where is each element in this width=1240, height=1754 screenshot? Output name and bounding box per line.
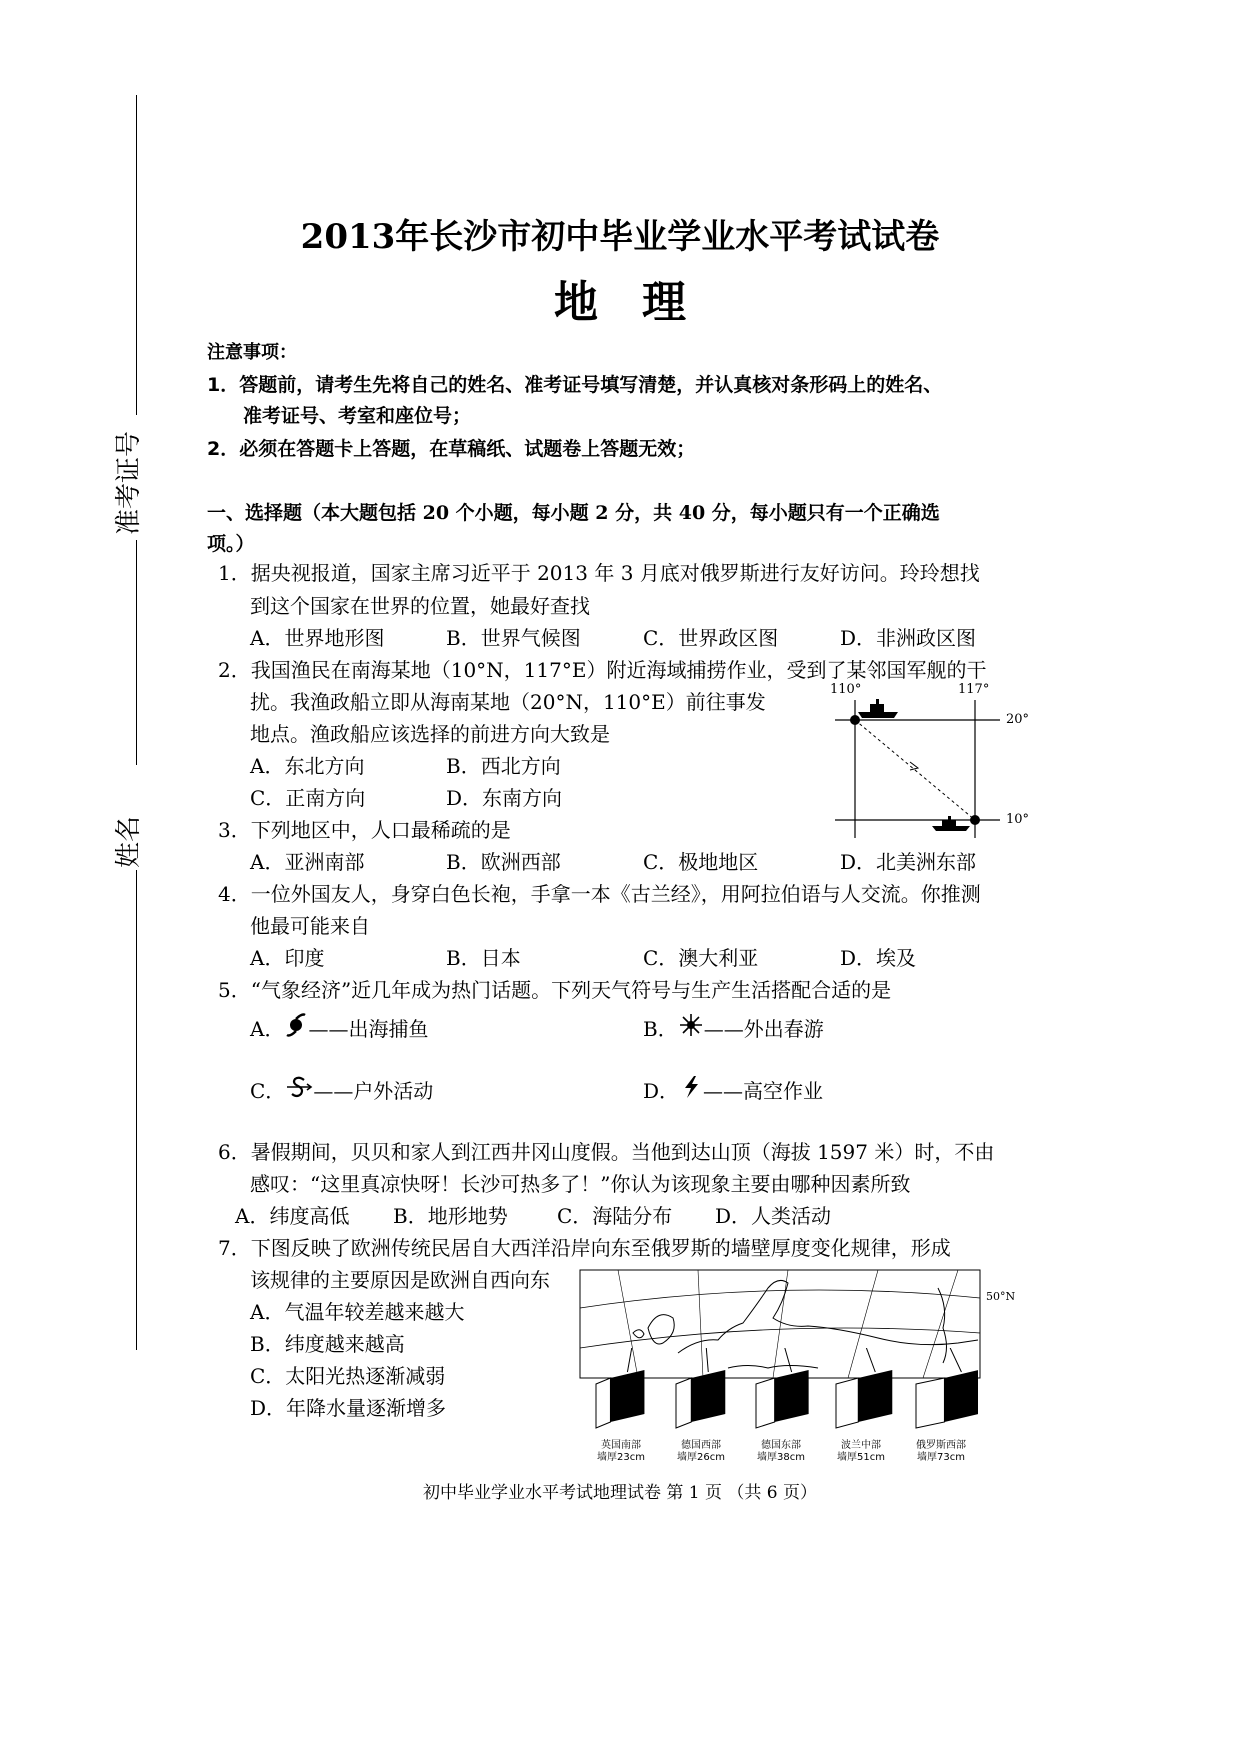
wall-block-0 — [610, 1370, 644, 1422]
wall-block-1 — [691, 1370, 725, 1422]
wall-region-2: 德国东部 — [761, 1440, 801, 1451]
q4-option-d: D．埃及 — [840, 946, 917, 970]
wall-region-4: 俄罗斯西部 — [916, 1440, 966, 1451]
page-footer: 初中毕业学业水平考试地理试卷 第 1 页 （共 6 页） — [422, 1483, 818, 1503]
wall-label-2 — [748, 1440, 814, 1464]
q6-option-c: C．海陆分布 — [557, 1204, 673, 1228]
q4-option-a: A．印度 — [250, 946, 325, 970]
q1-option-a: A．世界地形图 — [250, 626, 385, 650]
q5-option-a — [250, 1012, 428, 1042]
section-heading-line-2: 项。） — [207, 533, 255, 555]
wall-label-0 — [588, 1440, 654, 1464]
q3-option-d: D．北美洲东部 — [840, 850, 977, 874]
q7-line-2: 该规律的主要原因是欧洲自西向东 — [250, 1268, 550, 1292]
wall-leader-4 — [923, 1348, 961, 1372]
q2-option-c: C．正南方向 — [250, 786, 366, 810]
q5-option-c-text: ——户外活动 — [313, 1079, 434, 1103]
wall-label-4 — [908, 1440, 974, 1464]
wall-region-3: 波兰中部 — [841, 1440, 881, 1451]
q1-option-d: D．非洲政区图 — [840, 626, 977, 650]
q3-option-c: C．极地地区 — [643, 850, 759, 874]
wall-region-1: 德国西部 — [681, 1440, 721, 1451]
map-lon-117: 117° — [958, 682, 990, 697]
thunder-icon — [679, 1074, 703, 1100]
notice-item-2: 2．必须在答题卡上答题，在草稿纸、试题卷上答题无效； — [207, 438, 696, 460]
wall-thickness-4: 墙厚73cm — [917, 1452, 965, 1463]
subject-title: 地 理 — [554, 277, 686, 328]
binding-line-mid — [136, 540, 137, 765]
q4-option-c: C．澳大利亚 — [643, 946, 759, 970]
q3-option-a: A．亚洲南部 — [250, 850, 365, 874]
q6-option-a: A．纬度高低 — [235, 1204, 350, 1228]
wall-leader-0 — [627, 1348, 638, 1372]
q7-europe-map — [578, 1268, 1016, 1468]
q4-option-b: B．日本 — [446, 946, 521, 970]
map-lat-10: 10° — [1006, 812, 1030, 827]
notice-item-1-line-1: 1．答题前，请考生先将自己的姓名、准考证号填写清楚，并认真核对条形码上的姓名、 — [207, 374, 943, 396]
q4-line-1: 4．一位外国友人，身穿白色长袍，手拿一本《古兰经》，用阿拉伯语与人交流。你推测 — [218, 882, 981, 906]
map-lon-110: 110° — [830, 682, 862, 697]
wall-side-1 — [676, 1378, 691, 1428]
q5-option-b-text: ——外出春游 — [703, 1017, 824, 1041]
exam-id-label: 准考证号 — [114, 430, 144, 535]
wall-side-2 — [756, 1378, 775, 1428]
q7-option-d: D．年降水量逐渐增多 — [250, 1396, 447, 1420]
wall-side-3 — [836, 1378, 858, 1428]
q1-option-c: C．世界政区图 — [643, 626, 779, 650]
q2-line-2: 扰。我渔政船立即从海南某地（20°N，110°E）前往事发 — [250, 690, 766, 714]
wall-thickness-0: 墙厚23cm — [597, 1452, 645, 1463]
wall-thickness-1: 墙厚26cm — [677, 1452, 725, 1463]
sandstorm-icon — [678, 1012, 704, 1038]
wall-thickness-2: 墙厚38cm — [757, 1452, 805, 1463]
notice-item-1-line-2: 准考证号、考室和座位号； — [243, 405, 472, 427]
q2-option-b: B．西北方向 — [446, 754, 561, 778]
wall-label-1 — [668, 1440, 734, 1464]
q2-option-a: A．东北方向 — [250, 754, 365, 778]
section-heading-line-1: 一、选择题（本大题包括 20 个小题，每小题 2 分，共 40 分，每小题只有一个正确选 — [207, 502, 940, 524]
wall-region-0: 英国南部 — [601, 1440, 641, 1451]
wall-label-3 — [828, 1440, 894, 1464]
q4-line-2: 他最可能来自 — [250, 914, 370, 938]
patrol-ship-icon — [858, 699, 898, 718]
map-lat-50n: 50°N — [986, 1290, 1016, 1303]
q7-line-1: 7．下图反映了欧洲传统民居自大西洋沿岸向东至俄罗斯的墙壁厚度变化规律，形成 — [218, 1236, 951, 1260]
q1-line-1: 1．据央视报道，国家主席习近平于 2013 年 3 月底对俄罗斯进行友好访问。玲玲想找 — [218, 561, 980, 585]
warship-icon — [932, 816, 970, 831]
wall-leader-1 — [703, 1348, 708, 1372]
exam-title: 2013年长沙市初中毕业学业水平考试试卷 — [300, 217, 940, 257]
q5-option-b — [643, 1012, 824, 1042]
wall-chart — [578, 1348, 978, 1438]
q7-option-a: A．气温年较差越来越大 — [250, 1300, 465, 1324]
q5-option-a-text: ——出海捕鱼 — [308, 1017, 429, 1041]
q5-option-a-letter: A． — [250, 1017, 285, 1041]
q6-line-2: 感叹：“这里真凉快呀！长沙可热多了！”你认为该现象主要由哪种因素所致 — [250, 1172, 911, 1196]
wall-block-3 — [858, 1370, 892, 1422]
wall-block-4 — [944, 1370, 978, 1422]
typhoon-icon — [284, 1012, 308, 1038]
wall-side-4 — [916, 1378, 944, 1428]
wall-thickness-3: 墙厚51cm — [837, 1452, 885, 1463]
q2-route-map — [830, 682, 1040, 840]
q7-option-c: C．太阳光热逐渐减弱 — [250, 1364, 446, 1388]
q5-option-d — [643, 1074, 823, 1104]
q2-line-3: 地点。渔政船应该选择的前进方向大致是 — [250, 722, 610, 746]
wall-block-2 — [775, 1370, 809, 1422]
wall-leader-2 — [773, 1348, 792, 1372]
dust-icon — [285, 1074, 313, 1100]
q5-option-b-letter: B． — [643, 1017, 678, 1041]
q3-line-1: 3．下列地区中，人口最稀疏的是 — [218, 818, 511, 842]
name-label: 姓名 — [114, 815, 144, 868]
q5-line-1: 5．“气象经济”近几年成为热门话题。下列天气符号与生产生活搭配合适的是 — [218, 978, 892, 1002]
wall-side-0 — [596, 1378, 610, 1428]
wall-leader-3 — [848, 1348, 875, 1372]
q6-option-b: B．地形地势 — [393, 1204, 508, 1228]
binding-line-bottom — [136, 870, 137, 1350]
q5-option-d-text: ——高空作业 — [703, 1079, 824, 1103]
q6-option-d: D．人类活动 — [715, 1204, 832, 1228]
notice-heading: 注意事项： — [207, 342, 297, 363]
q2-line-1: 2．我国渔民在南海某地（10°N，117°E）附近海域捕捞作业，受到了某邻国军舰的干 — [218, 658, 987, 682]
q2-option-d: D．东南方向 — [446, 786, 563, 810]
q1-option-b: B．世界气候图 — [446, 626, 581, 650]
q6-line-1: 6．暑假期间，贝贝和家人到江西井冈山度假。当他到达山顶（海拔 1597 米）时，不由 — [218, 1140, 995, 1164]
q5-option-d-letter: D． — [643, 1079, 680, 1103]
q5-option-c — [250, 1074, 433, 1104]
q5-option-c-letter: C． — [250, 1079, 286, 1103]
q7-option-b: B．纬度越来越高 — [250, 1332, 405, 1356]
q1-line-2: 到这个国家在世界的位置，她最好查找 — [250, 594, 590, 618]
map-lat-20: 20° — [1006, 712, 1030, 727]
q3-option-b: B．欧洲西部 — [446, 850, 561, 874]
